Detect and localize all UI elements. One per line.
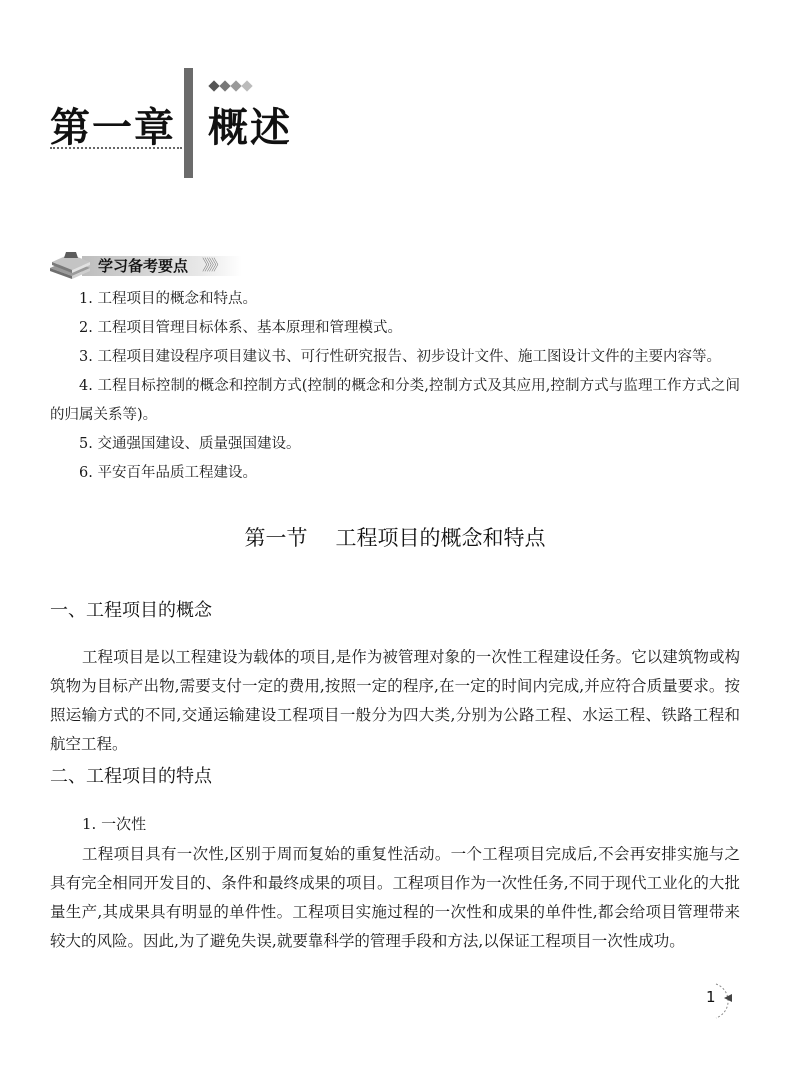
- chapter-dotted-rule: [50, 147, 182, 149]
- page-number-ring-icon: [712, 978, 742, 1022]
- diamond-ornament-icon: [210, 82, 251, 90]
- section-title: [0, 522, 790, 552]
- paragraph-text: 工程项目具有一次性,区别于周而复始的重复性活动。一个工程项目完成后,不会再安排实施与之具有完全相同开发目的、条件和最终成果的项目。工程项目作为一次性任务,不同于现代工业化的大批量生产,其成果具有明显的单件性。工程项目实施过程的一次性和成果的单件性,都会给项目管理带来较大的风险。因此,为了避免失误,就要靠科学的管理手段和方法,以保证工程项目一次性成功。: [50, 845, 740, 950]
- study-point: 5. 交通强国建设、质量强国建设。: [79, 436, 301, 452]
- study-point: 6. 平安百年品质工程建设。: [79, 465, 257, 481]
- heading-concept: 一、工程项目的概念: [50, 600, 212, 621]
- page-number: 1: [706, 988, 716, 1006]
- study-points-banner: [46, 248, 236, 284]
- study-point: 2. 工程项目管理目标体系、基本原理和管理模式。: [79, 320, 402, 336]
- study-points-list: [50, 285, 740, 488]
- heading-characteristics: 二、工程项目的特点: [50, 766, 212, 787]
- subheading-one-time: 1. 一次性: [82, 815, 147, 833]
- stacked-books-icon: [46, 248, 94, 284]
- chapter-number: 第一章: [50, 105, 176, 151]
- banner-label: 学习备考要点: [98, 257, 189, 275]
- paragraph-one-time: [50, 840, 740, 956]
- section-number: 第一节: [244, 526, 308, 550]
- paragraph-concept: [50, 643, 740, 759]
- paragraph-text: 工程项目是以工程建设为载体的项目,是作为被管理对象的一次性工程建设任务。它以建筑物或构筑物为目标产出物,需要支付一定的费用,按照一定的程序,在一定的时间内完成,并应符合质量要求。按照运输方式的不同,交通运输建设工程项目一般分为四大类,分别为公路工程、水运工程、铁路工程和航空工程。: [50, 648, 740, 753]
- section-name: 工程项目的概念和特点: [335, 526, 546, 550]
- study-point: 4. 工程目标控制的概念和控制方式(控制的概念和分类,控制方式及其应用,控制方式与监理工作方式之间的归属关系等)。: [50, 378, 740, 423]
- chapter-divider-bar: [184, 68, 193, 178]
- study-point: 3. 工程项目建设程序项目建议书、可行性研究报告、初步设计文件、施工图设计文件的主要内容等。: [79, 349, 721, 365]
- study-point: 1. 工程项目的概念和特点。: [79, 291, 257, 307]
- banner-arrows-icon: 》》》: [202, 256, 224, 274]
- chapter-title: 概述: [208, 105, 292, 151]
